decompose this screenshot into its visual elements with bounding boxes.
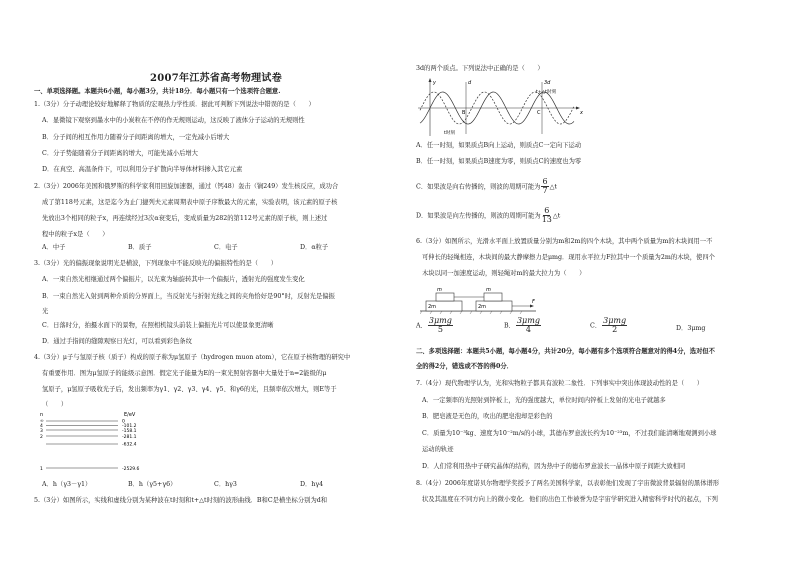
block-m-right [484,293,502,301]
q6-option-c-prefix: C． [590,322,602,330]
fraction-denominator: 13 [541,215,552,225]
energy-value-1: -2529.6 [122,467,140,472]
q6-option-a [416,317,454,335]
block-label-2m-right: 2m [478,304,487,310]
q5-line-1: 5.（3分）如图所示，实线和虚线分别为某种波在t时刻和t+△t时刻的波形曲线．B和C是横坐标分别为d和 [34,497,328,504]
q3-option-d: D．通过手指间的缝隙观察日光灯，可以看到彩色条纹 [42,338,192,345]
q2-line-1: 2.（3分）2006年美国和俄罗斯的科学家利用回旋加速器，通过（钙48）轰击（锎249）发生核反应，成功合 [34,183,339,190]
energy-unit-label: E/eV [124,412,136,418]
fraction-numerator: 6 [542,177,548,186]
energy-level-diagram [38,408,188,478]
ground-hatching [420,311,522,314]
q4-option-a: A．h（γ3－γ1） [42,481,92,488]
q5-option-c [416,178,557,196]
q7-option-b: B．肥皂液是无色的，吹出的肥皂泡却是彩色的 [422,413,553,420]
fraction-denominator: 5 [437,325,443,335]
q6-line-3: 木块以同一加速度运动，则轻绳对m的最大拉力为（ ） [422,270,586,277]
fraction-numerator: 6 [544,206,550,215]
page-title: 2007年江苏省高考物理试卷 [150,73,283,84]
point-b-label: B [462,110,466,116]
q4-line-1: 4.（3分）μ子与氢原子核（质子）构成的原子称为μ氢原子（hydrogen muon atom），它在原子核物理的研究中 [34,354,351,361]
dashed-wave-label: t+△t时刻 [536,90,557,95]
q5-option-d-fraction [542,207,552,225]
energy-value-4: -101.2 [122,424,137,429]
y-axis-label: y [433,80,436,86]
q5-option-d-text: D．如果波是向左传播的，则波的周期可能为 [416,212,541,220]
q5-option-d [416,207,560,225]
q4-line-3: 氢原子，μ氢原子吸收光子后，发出频率为γ1、γ2、γ3、γ4、γ5、和γ6的光，且频率依次增大，则E等于 [42,386,337,393]
energy-label-1: 1 [40,467,43,472]
q3-option-b-line-1: B．一束自然光入射到两种介质的分界面上，当反射光与折射光线之间的夹角恰好是90°时，反射光是偏振 [42,293,335,300]
fraction-denominator: 2 [612,325,618,335]
block-label-2m-left: 2m [428,304,437,310]
q2-line-3: 先放出3个相同的粒子x，再连续经过3次α衰变后，变成质量为282的第112号元素的原子核，则上述过 [42,215,328,222]
marker-d-label: d [468,80,472,86]
q2-option-a: A．中子 [42,244,66,251]
q7-option-c-line-1: C．质量为10⁻³kg、速度为10⁻²m/s的小球，其德布罗意波长约为10⁻²³m，不过我们能清晰地观测到小球 [422,430,717,437]
energy-value-0: 0 [122,419,125,425]
q1-option-a: A．显微镜下观察到墨水中的小炭粒在不停的作无规则运动，这反映了液体分子运动的无规则性 [42,117,305,124]
q8-line-2: 状及其温度在不同方向上的微小变化．他们的出色工作被誉为是宇宙学研究进入精密科学时代的起点，下列 [422,496,718,503]
q2-option-c: C．电子 [214,244,238,251]
q6-option-a-fraction [428,317,453,335]
fraction-denominator: 4 [525,325,531,335]
q3-option-b-line-2: 光 [42,308,49,315]
solid-wave-label: t时刻 [444,131,455,136]
q3-option-a: A．一束自然光相继通过两个偏振片，以光束为轴旋转其中一个偏振片，透射光的强度发生变化 [42,276,305,283]
q2-line-2: 成了第118号元素，这是迄今为止门捷列夫元素周期表中原子序数最大的元素，实验表明，该元素的原子核 [42,199,338,206]
energy-value-3: -158.1 [122,429,137,434]
q5-line-2: 3d的两个质点。下列说法中正确的是（ ） [416,65,544,72]
q7-stem: 7.（4分）现代物理学认为，光和实物粒子都具有波粒二象性．下列事实中突出体现波动性的是（ ） [416,380,704,387]
q4-line-2: 有重要作用．图为μ氢原子的能级示意图．假定光子能量为E的一束光照射容器中大量处于n=2能级的μ [42,370,327,377]
marker-3d-label: 3d [544,80,551,86]
blocks-diagram [420,281,550,315]
fraction-denominator: 7 [542,186,548,196]
q6-option-b-prefix: B． [504,322,515,330]
energy-label-4: 4 [40,424,43,429]
q1-option-c: C．分子势能随着分子间距离的增大，可能先减小后增大 [42,150,198,157]
q6-option-b [504,317,542,335]
section-2-heading-line-2: 全的得2分，错选或不答的得0分． [416,363,513,370]
q8-line-1: 8.（4分）2006年度诺贝尔物理学奖授予了两名美国科学家，以表彰他们发现了宇宙微波背景辐射的黑体谱形 [416,480,720,487]
energy-label-n: n [40,412,44,418]
q6-option-b-fraction [516,317,541,335]
q2-line-4: 程中的粒子x是（ ） [42,231,109,238]
q5-option-c-fraction [541,178,548,196]
point-c-label: C [537,110,541,116]
q6-option-a-prefix: A． [416,322,427,330]
q5-option-a: A．任一时刻，如果质点B向上运动，则质点C一定向下运动 [416,142,582,149]
q5-option-b: B．任一时刻，如果质点B速度为零，则质点C的速度也为零 [416,158,582,165]
q1-stem: 1.（3分）分子动理论较好地解释了物质的宏观热力学性质．据此可判断下列说法中错误的是（ ） [34,101,315,108]
force-label: F [532,299,535,305]
q7-option-a: A．一定频率的光照射到锌板上，光的强度越大，单位时间内锌板上发射的光电子就越多 [422,397,666,404]
q6-line-2: 可伸长的轻绳相连，木块间的最大静摩擦力是μmg．现用水平拉力F拉其中一个质量为2m的木块，使四个 [422,254,715,261]
q6-option-c [590,317,628,335]
block-label-m-right: m [486,287,491,293]
section-2-heading-line-1: 二、多项选择题：本题共5小题，每小题4分，共计20分，每小题有多个选项符合题意对的得4分，选对但不 [416,348,715,355]
q6-option-c-fraction [602,317,627,335]
wave-diagram [416,76,586,138]
energy-value-2: -281.1 [122,435,137,440]
q3-option-c: C．日落时分，拍摄水面下的景物，在照相机镜头前装上偏振光片可以使景象更清晰 [42,322,274,329]
q2-option-b: B．质子 [128,244,152,251]
energy-label-3: 3 [40,429,43,434]
q7-option-d: D．人们常利用热中子研究晶体的结构，因为热中子的德布罗意波长一晶体中原子间距大致相同 [422,463,686,470]
q5-option-c-text: C．如果波是向右传播的，则波的周期可能为 [416,183,541,191]
q3-stem: 3.（3分）光的偏振现象说明光是横波，下列现象中不能反映光的偏振特性的是（ ） [34,260,277,267]
q4-option-d: D．hγ4 [300,481,324,488]
section-1-heading: 一、单项选择题。本题共6小题，每小题3分，共计18分．每小题只有一个选项符合题意. [34,88,281,95]
q7-option-c-line-2: 运动的轨迹 [422,446,454,453]
q1-option-d: D．在真空、高温条件下，可以利用分子扩散向半导体材料掺入其它元素 [42,166,243,173]
fraction-numerator: 3μmg [516,316,540,325]
q4-option-b: B．h（γ5+γ6） [128,481,177,488]
y-axis-arrow [429,78,432,82]
q4-option-c: C．hγ3 [214,481,237,488]
energy-label-inf: ∞ [40,419,44,424]
q6-option-d: D．3μmg [676,325,706,332]
q1-option-b: B．分子间的相互作用力随着分子间距离的增大，一定先减小后增大 [42,134,230,141]
q5-option-c-suffix: △t [549,183,557,191]
fraction-numerator: 3μmg [428,316,452,325]
q4-line-4: （ ） [42,401,68,408]
block-m-left [436,293,454,301]
energy-label-2: 2 [40,435,43,440]
q6-line-1: 6.（3分）如图所示，光滑水平面上放置质量分别为m和2m的四个木块，其中两个质量为m的木块间用一不 [416,238,713,245]
energy-value-1-upper: -632.4 [122,442,137,448]
fraction-numerator: 3μmg [603,316,627,325]
block-label-m-left: m [437,287,442,293]
q2-option-d: D．α粒子 [300,244,329,251]
q5-option-d-suffix: △t [552,212,561,220]
x-axis-label: x [580,110,583,116]
